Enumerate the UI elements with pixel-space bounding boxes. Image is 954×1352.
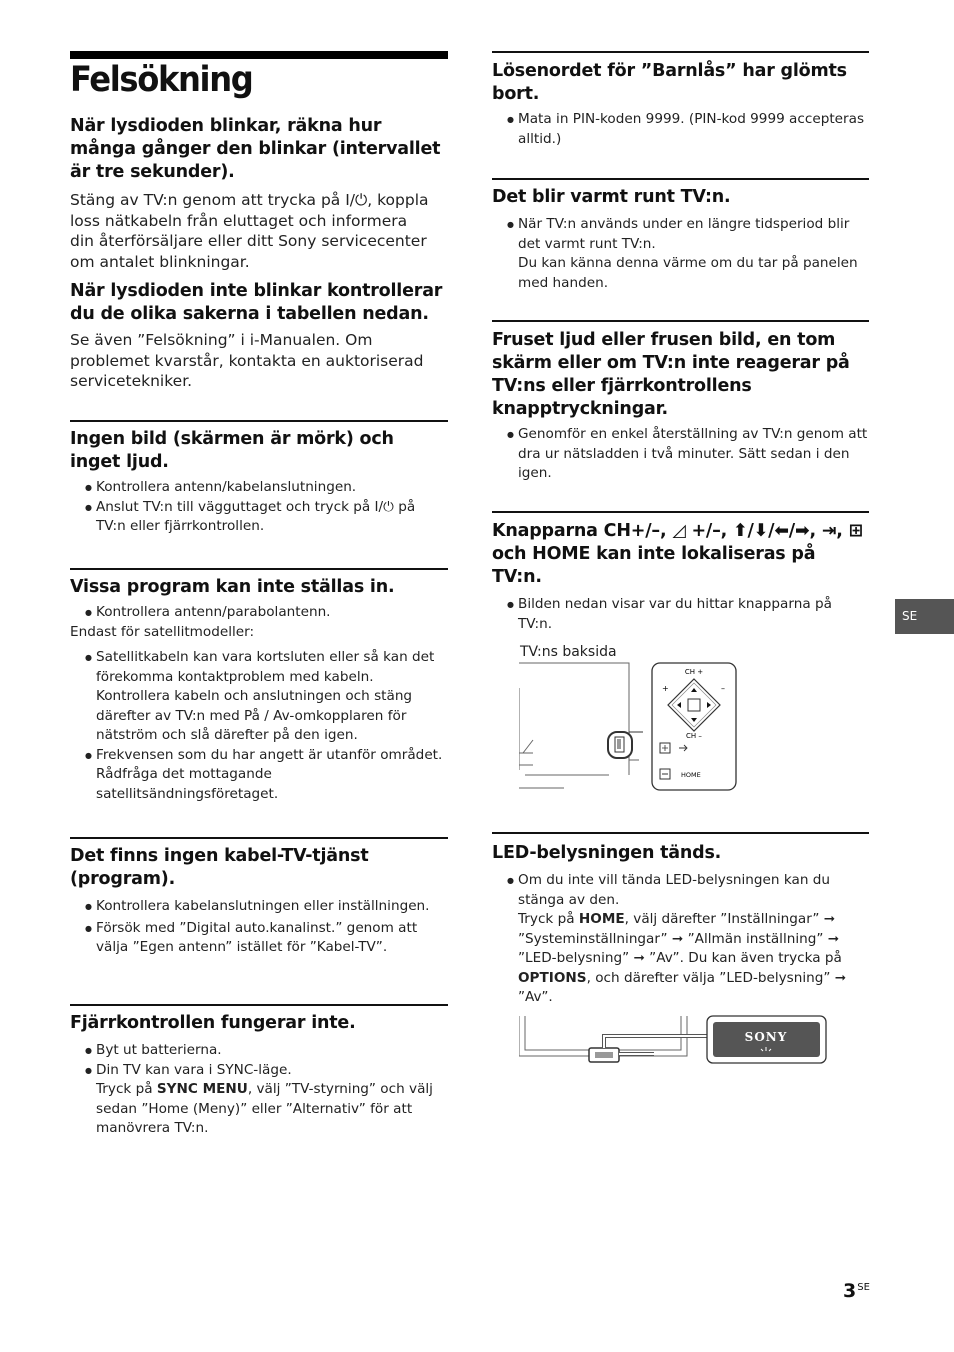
list-item: ● Anslut TV:n till vägguttaget och tryck på I/⏻ på TV:n eller fjärrkontrollen. [70, 498, 448, 537]
tv-back-diagram [519, 660, 739, 795]
svg-text:+: + [662, 684, 669, 693]
page-number [843, 1280, 870, 1302]
list-item [492, 215, 869, 293]
list-text: Om du inte vill tända LED-belysningen kan du stänga av den. [518, 872, 830, 908]
title-rule [70, 51, 448, 59]
keyword: HOME [578, 911, 625, 927]
section-remote [70, 1004, 448, 1139]
section-heading: Det finns ingen kabel-TV-tjänst (program). [70, 846, 369, 889]
section-heading: Lösenordet för ”Barnlås” har glömts bort. [492, 61, 847, 104]
section-parental-lock [492, 51, 869, 149]
list-item: ● Genomför en enkel återställning av TV:n genom att dra ur nätsladden i två minuter. Sätt sedan i den igen. [492, 425, 869, 484]
list-text: Tryck på [518, 911, 579, 927]
ch-plus-label: CH + [684, 668, 704, 676]
list-item: ● Kontrollera antenn/parabolantenn. [70, 603, 448, 623]
section-heading: Det blir varmt runt TV:n. [492, 187, 731, 207]
list-text: Din TV kan vara i SYNC-läge. [96, 1061, 292, 1078]
keyword: SYNC MENU [156, 1081, 248, 1097]
led-logo-diagram [519, 1012, 829, 1068]
list-item: ● Kontrollera kabelanslutningen eller inställningen. [70, 897, 448, 917]
list-item: ● Satellitkabeln kan vara kortsluten eller så kan det förekomma kontaktproblem med kabeln. Kontrollera kabeln och anslutningen och stäng därefter av TV:n med På / Av-omkopplaren för nätström och slå därefter på den igen. [70, 648, 448, 746]
intro-blink-heading: När lysdioden blinkar, räkna hur många gånger den blinkar (intervallet är tre sekunder). [70, 116, 441, 182]
list-text: , och därefter välja ”LED-belysning” ➞ ”Av”. [518, 969, 847, 1005]
list-text: , välj ”TV-styrning” och välj sedan ”Home (Meny)” eller ”Alternativ” för att manövrera TV:n. [96, 1081, 433, 1136]
section-heading: Vissa program kan inte ställas in. [70, 577, 395, 597]
section-heading: Ingen bild (skärmen är mörk) och inget ljud. [70, 429, 394, 472]
page-number-value: 3 [843, 1280, 857, 1302]
section-heading: LED-belysningen tänds. [492, 843, 722, 863]
list-text: Tryck på [96, 1081, 157, 1097]
section-frozen [492, 320, 869, 484]
section-cable-tv [70, 837, 448, 958]
list-item [492, 871, 869, 1008]
list-item: ● Mata in PIN-koden 9999. (PIN-kod 9999 accepteras alltid.) [492, 110, 869, 149]
sony-logo: SONY [744, 1030, 788, 1044]
svg-text:–: – [721, 684, 725, 693]
list-text: Du kan känna denna värme om du tar på panelen med handen. [518, 255, 858, 291]
list-item: ● Byt ut batterierna. [70, 1041, 448, 1061]
section-programs [70, 568, 448, 804]
list-text: , välj därefter ”Inställningar” ➞ ”Systeminställningar” ➞ ”Allmän inställning” ➞ ”LED-belysning” ➞ ”Av”. Du kan även trycka på [518, 911, 842, 966]
language-tab: SE [895, 599, 954, 634]
intro-blink-text: Stäng av TV:n genom att trycka på I/⏻, koppla loss nätkabeln från eluttaget och informera din återförsäljare eller ditt Sony servicecenter om antalet blinkningar. [70, 191, 429, 271]
list-text: När TV:n används under en längre tidsperiod blir det varmt runt TV:n. [518, 216, 850, 252]
page-title: Felsökning [70, 60, 253, 100]
diagram-caption: TV:ns baksida [520, 644, 617, 660]
list-item [70, 1061, 448, 1139]
section-heading: Fjärrkontrollen fungerar inte. [70, 1013, 356, 1033]
page-number-suffix: SE [857, 1281, 870, 1293]
list-item: ● Försök med ”Digital auto.kanalinst.” genom att välja ”Egen antenn” istället för ”Kabel-TV”. [70, 919, 448, 958]
keyword: OPTIONS [518, 969, 587, 986]
list-item: ● Bilden nedan visar var du hittar knapparna på TV:n. [492, 595, 869, 634]
section-buttons [492, 511, 869, 663]
section-heading: Knapparna CH+/–, ◿ +/–, ⬆/⬇/⬅/➡, ⇥, ⊞ och HOME kan inte lokaliseras på TV:n. [492, 521, 864, 587]
section-heading: Fruset ljud eller frusen bild, en tom skärm eller om TV:n inte reagerar på TV:ns eller fjärrkontrollens knapptryckningar. [492, 330, 850, 419]
list-item: ● Frekvensen som du har angett är utanför området. Rådfråga det mottagande satellitsändningsföretaget. [70, 746, 448, 805]
list-item: ● Kontrollera antenn/kabelanslutningen. [70, 478, 448, 498]
intro-noblink-text: Se även ”Felsökning” i i-Manualen. Om problemet kvarstår, kontakta en auktoriserad servicetekniker. [70, 331, 424, 390]
satellite-note: Endast för satellitmodeller: [70, 623, 255, 640]
section-no-picture [70, 420, 448, 537]
ch-minus-label: CH – [686, 732, 702, 740]
section-led [492, 832, 869, 1008]
intro-noblink-heading: När lysdioden inte blinkar kontrollerar du de olika sakerna i tabellen nedan. [70, 281, 443, 324]
section-warm [492, 178, 869, 293]
home-label: HOME [681, 771, 701, 779]
